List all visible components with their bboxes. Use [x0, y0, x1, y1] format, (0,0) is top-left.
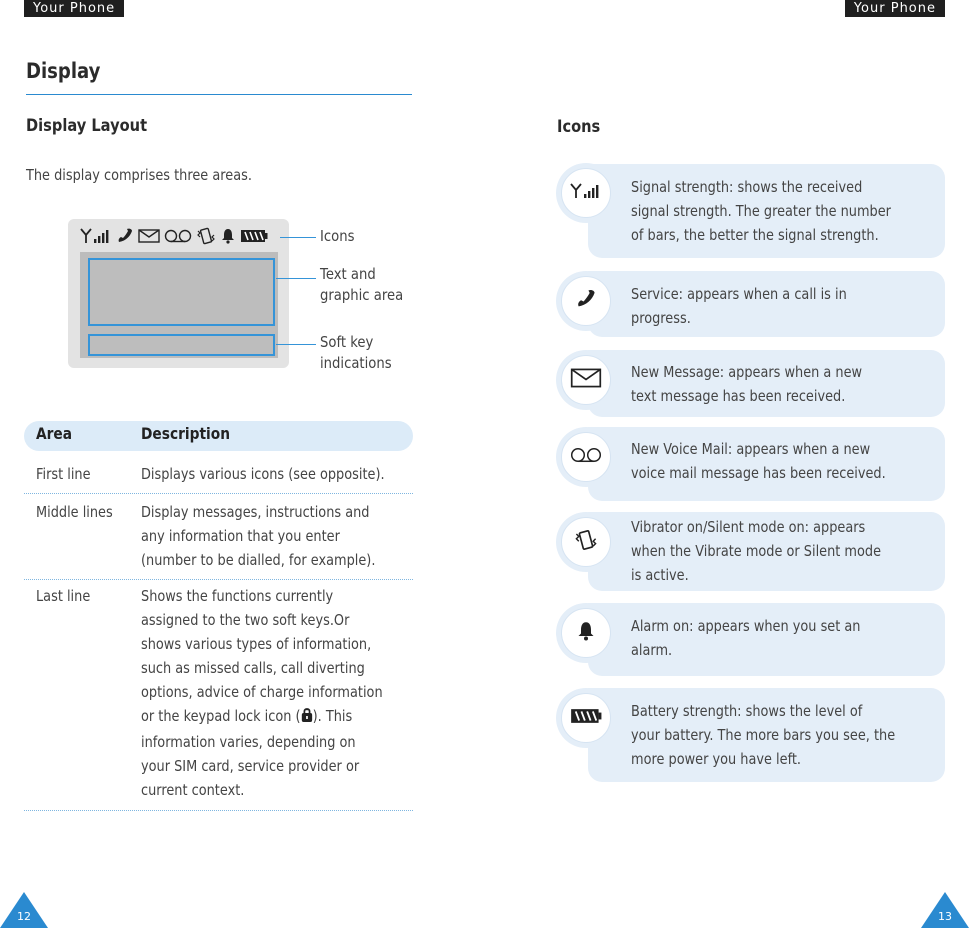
icon-badge [556, 350, 616, 410]
header-tab-right: Your Phone [845, 0, 945, 17]
table-header-description: Description [141, 424, 230, 443]
message-icon [138, 229, 160, 243]
icon-description-vibrate: Vibrator on/Silent mode on: appears when the Vibrate mode or Silent mode is active. [631, 518, 882, 584]
keypad-lock-icon [301, 706, 313, 730]
icon-badge [556, 271, 616, 331]
page-number-left: 12 [17, 910, 31, 923]
callout-icons: Icons [320, 227, 355, 245]
alarm-bell-icon [576, 621, 596, 645]
table-row-area: First line [36, 465, 91, 483]
intro-text: The display comprises three areas. [26, 166, 252, 184]
vibrate-icon [574, 529, 598, 555]
icon-badge [556, 603, 616, 663]
section-title-icons: Icons [557, 117, 601, 137]
call-icon [116, 228, 134, 244]
section-title-display-layout: Display Layout [26, 116, 148, 136]
diagram-icon-row [80, 226, 268, 246]
callout-line-text-area [276, 278, 316, 279]
header-tab-left: Your Phone [24, 0, 124, 17]
table-row-area: Middle lines [36, 503, 113, 521]
icon-description-signal: Signal strength: shows the received signal strength. The greater the number of bars, the better the signal strength. [631, 178, 891, 244]
voicemail-icon [164, 229, 192, 243]
icon-description-battery: Battery strength: shows the level of your battery. The more bars you see, the more power you have left. [631, 702, 896, 768]
battery-icon [240, 229, 268, 243]
callout-soft-key: Soft key indications [320, 333, 392, 372]
page-number-right: 13 [938, 910, 952, 923]
table-row-divider [24, 810, 413, 811]
page-title: Display [26, 59, 101, 83]
icon-badge [556, 688, 616, 748]
signal-icon [80, 228, 112, 244]
table-header-area: Area [36, 424, 73, 443]
icon-description-message: New Message: appears when a new text message has been received. [631, 363, 863, 405]
message-icon [570, 368, 602, 392]
table-row-description: Shows the functions currently assigned to the two soft keys.Or shows various types of information, such as missed calls, call diverting options, advice of charge information or the keypad lock icon ( ). This information varies, depending on your SIM card, service provider or current context. [141, 587, 383, 799]
table-row-area: Last line [36, 587, 91, 605]
icon-badge [556, 427, 616, 487]
callout-line-icons [280, 237, 316, 238]
icon-description-service: Service: appears when a call is in progress. [631, 285, 847, 327]
icon-description-voicemail: New Voice Mail: appears when a new voice mail message has been received. [631, 440, 886, 482]
table-row-divider [24, 493, 413, 494]
icon-description-alarm: Alarm on: appears when you set an alarm. [631, 617, 861, 659]
title-divider [26, 94, 412, 95]
table-row-divider [24, 579, 413, 580]
callout-line-soft-key [276, 344, 316, 345]
icon-badge [556, 163, 616, 223]
battery-icon [570, 708, 602, 728]
call-icon [575, 289, 597, 313]
text-graphic-area [88, 258, 275, 326]
alarm-bell-icon [220, 228, 236, 244]
soft-key-area [88, 334, 275, 356]
table-row-description: Display messages, instructions and any information that you enter (number to be dialled, for example). [141, 503, 376, 569]
signal-icon [570, 183, 602, 203]
vibrate-icon [196, 227, 216, 245]
callout-text-area: Text and graphic area [320, 265, 404, 304]
icon-badge [556, 512, 616, 572]
voicemail-icon [570, 447, 602, 467]
table-row-description: Displays various icons (see opposite). [141, 465, 385, 483]
